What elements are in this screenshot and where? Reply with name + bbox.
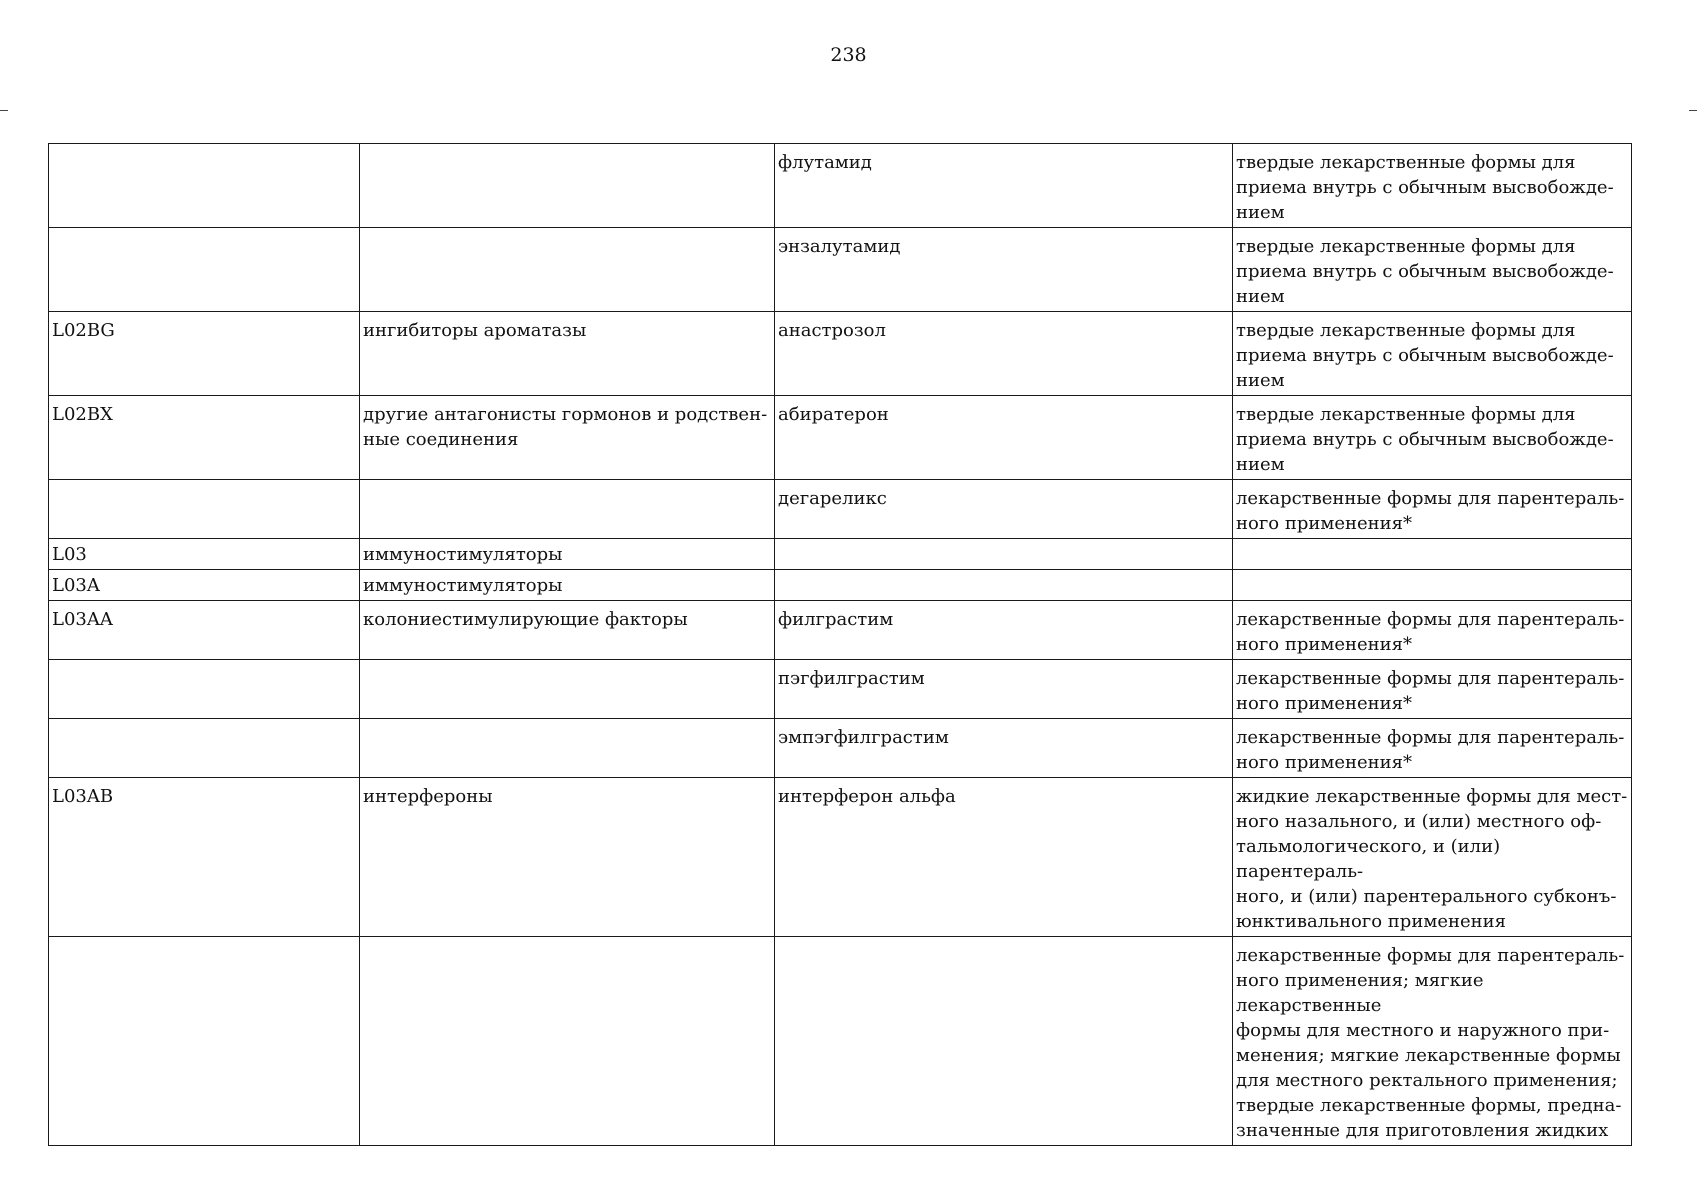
dosage-form-cell: твердые лекарственные формы для приема внутрь с обычным высвобожде- нием [1233,396,1632,480]
drug-name-cell: интерферон альфа [775,778,1233,937]
table-row [49,937,1632,1146]
atc-code-cell [49,937,360,1146]
atc-code-cell [49,480,360,539]
dosage-form-cell: лекарственные формы для парентераль- ного применения* [1233,660,1632,719]
pharmacological-group-cell: иммуностимуляторы [360,570,775,601]
dosage-form-cell [1233,570,1632,601]
dosage-form-cell: твердые лекарственные формы для приема внутрь с обычным высвобожде- нием [1233,228,1632,312]
pharmacological-group-cell: другие антагонисты гормонов и родствен- ные соединения [360,396,775,480]
pharmacological-group-cell: интерфероны [360,778,775,937]
pharmacological-group-cell [360,660,775,719]
pharmacological-group-cell: иммуностимуляторы [360,539,775,570]
drug-name-cell: анастрозол [775,312,1233,396]
pharmacological-group-cell [360,937,775,1146]
table-row [49,144,1632,228]
pharmacological-group-cell [360,144,775,228]
left-margin-mark [0,110,8,111]
dosage-form-cell: жидкие лекарственные формы для мест- ного назального, и (или) местного оф- тальмологического, и (или) парентераль- ного, и (или) парентерального субконъ- юнктивального применения [1233,778,1632,937]
dosage-form-cell: лекарственные формы для парентераль- ного применения; мягкие лекарственные формы для местного и наружного при- менения; мягкие лекарственные формы для местного ректального применения; твердые лекарственные формы, предна- значенные для приготовления жидких [1233,937,1632,1146]
atc-code-cell: L03AA [49,601,360,660]
table-row [49,719,1632,778]
dosage-form-cell: твердые лекарственные формы для приема внутрь с обычным высвобожде- нием [1233,144,1632,228]
drug-name-cell [775,937,1233,1146]
drug-name-cell [775,539,1233,570]
page-number: 238 [830,44,867,66]
table-row [49,601,1632,660]
atc-code-cell: L02BG [49,312,360,396]
table-row [49,660,1632,719]
drug-name-cell: эмпэгфилграстим [775,719,1233,778]
pharmacological-group-cell [360,228,775,312]
atc-code-cell: L02BX [49,396,360,480]
drug-name-cell: абиратерон [775,396,1233,480]
drug-name-cell: энзалутамид [775,228,1233,312]
dosage-form-cell: твердые лекарственные формы для приема внутрь с обычным высвобожде- нием [1233,312,1632,396]
table-row [49,480,1632,539]
atc-code-cell [49,228,360,312]
drug-name-cell: флутамид [775,144,1233,228]
dosage-form-cell: лекарственные формы для парентераль- ного применения* [1233,480,1632,539]
pharmacological-group-cell: ингибиторы ароматазы [360,312,775,396]
pharmacological-group-cell [360,719,775,778]
atc-code-cell [49,144,360,228]
atc-code-cell: L03 [49,539,360,570]
atc-code-cell: L03A [49,570,360,601]
table-row [49,778,1632,937]
drug-name-cell [775,570,1233,601]
drug-name-cell: дегареликс [775,480,1233,539]
drug-classification-table [48,143,1632,1146]
dosage-form-cell [1233,539,1632,570]
atc-code-cell [49,719,360,778]
dosage-form-cell: лекарственные формы для парентераль- ного применения* [1233,719,1632,778]
table-row [49,228,1632,312]
table-row [49,396,1632,480]
table-row [49,539,1632,570]
atc-code-cell: L03AB [49,778,360,937]
atc-code-cell [49,660,360,719]
pharmacological-group-cell [360,480,775,539]
drug-name-cell: пэгфилграстим [775,660,1233,719]
table-row [49,312,1632,396]
dosage-form-cell: лекарственные формы для парентераль- ного применения* [1233,601,1632,660]
table-row [49,570,1632,601]
drug-name-cell: филграстим [775,601,1233,660]
pharmacological-group-cell: колониестимулирующие факторы [360,601,775,660]
right-margin-mark [1689,110,1697,111]
